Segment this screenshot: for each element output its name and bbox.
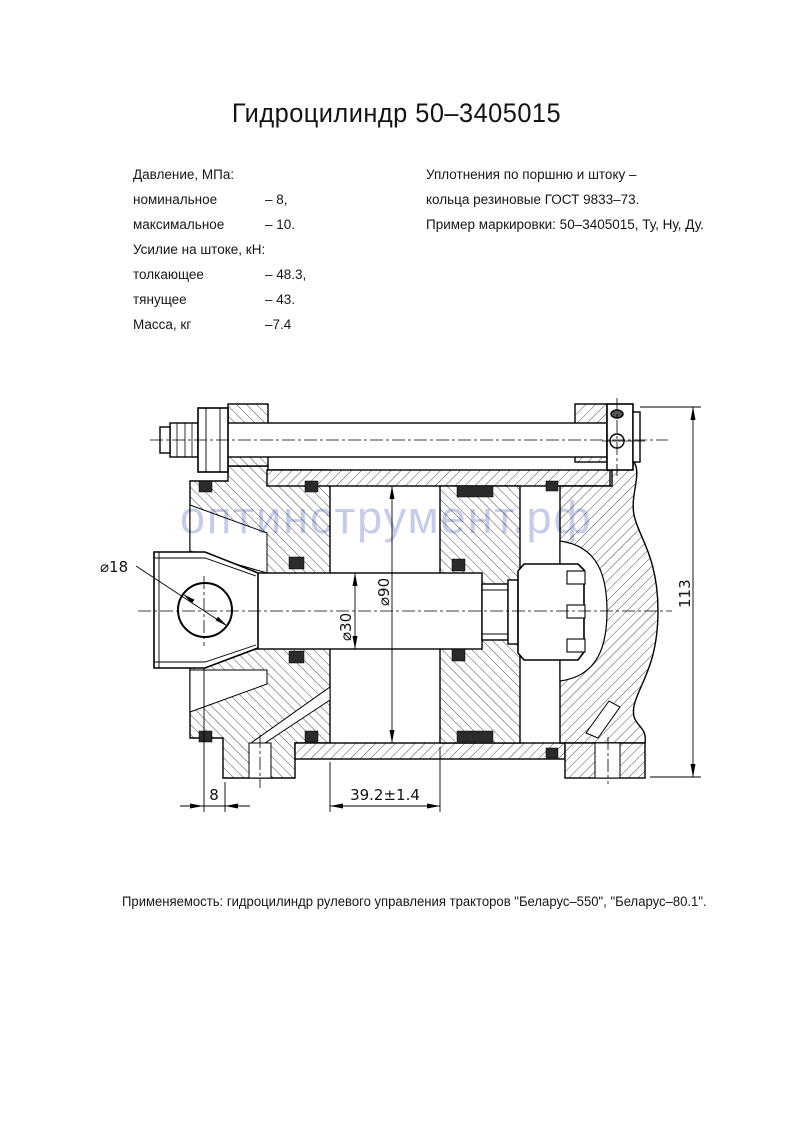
- dim-label-offset: 8: [209, 786, 219, 804]
- spec-value: – 8,: [265, 192, 288, 207]
- spec-value: –7.4: [265, 317, 292, 332]
- seals-note-line3: Пример маркировки: 50–3405015, Ту, Ну, Ду.: [426, 217, 704, 232]
- spec-label: Усилие на штоке, кН:: [133, 242, 266, 257]
- dim-label-bore: ⌀90: [375, 577, 393, 606]
- spec-label: Давление, МПа:: [133, 167, 235, 182]
- eye-hole: [178, 583, 232, 637]
- dim-label-eye: ⌀18: [100, 558, 129, 576]
- spec-label: максимальное: [133, 217, 225, 232]
- seals-note-line2: кольца резиновые ГОСТ 9833–73.: [426, 192, 640, 207]
- dim-label-height: 113: [676, 579, 694, 608]
- seals-note-line1: Уплотнения по поршню и штоку –: [426, 167, 637, 182]
- spec-label: толкающее: [133, 267, 204, 282]
- spec-value: – 43.: [265, 292, 296, 307]
- spec-value: – 48.3,: [265, 267, 307, 282]
- watermark: оптинструмент.рф: [180, 492, 593, 543]
- spec-value: – 10.: [265, 217, 296, 232]
- rod-eye: [154, 552, 258, 668]
- spec-label: Масса, кг: [133, 317, 192, 332]
- page-title: Гидроцилиндр 50–3405015: [231, 98, 562, 128]
- dim-label-stroke: 39.2±1.4: [350, 786, 420, 804]
- spec-label: тянущее: [133, 292, 187, 307]
- application-note: Применяемость: гидроцилиндр рулевого управления тракторов "Беларус–550", "Беларус–80.1".: [122, 894, 707, 909]
- spec-label: номинальное: [133, 192, 218, 207]
- dim-label-rod: ⌀30: [337, 612, 355, 641]
- castellated-nut: [518, 564, 585, 660]
- cylinder-wall-top: [267, 470, 610, 486]
- cylinder-wall-bottom: [295, 743, 565, 759]
- mounting-slot-right: [595, 743, 620, 778]
